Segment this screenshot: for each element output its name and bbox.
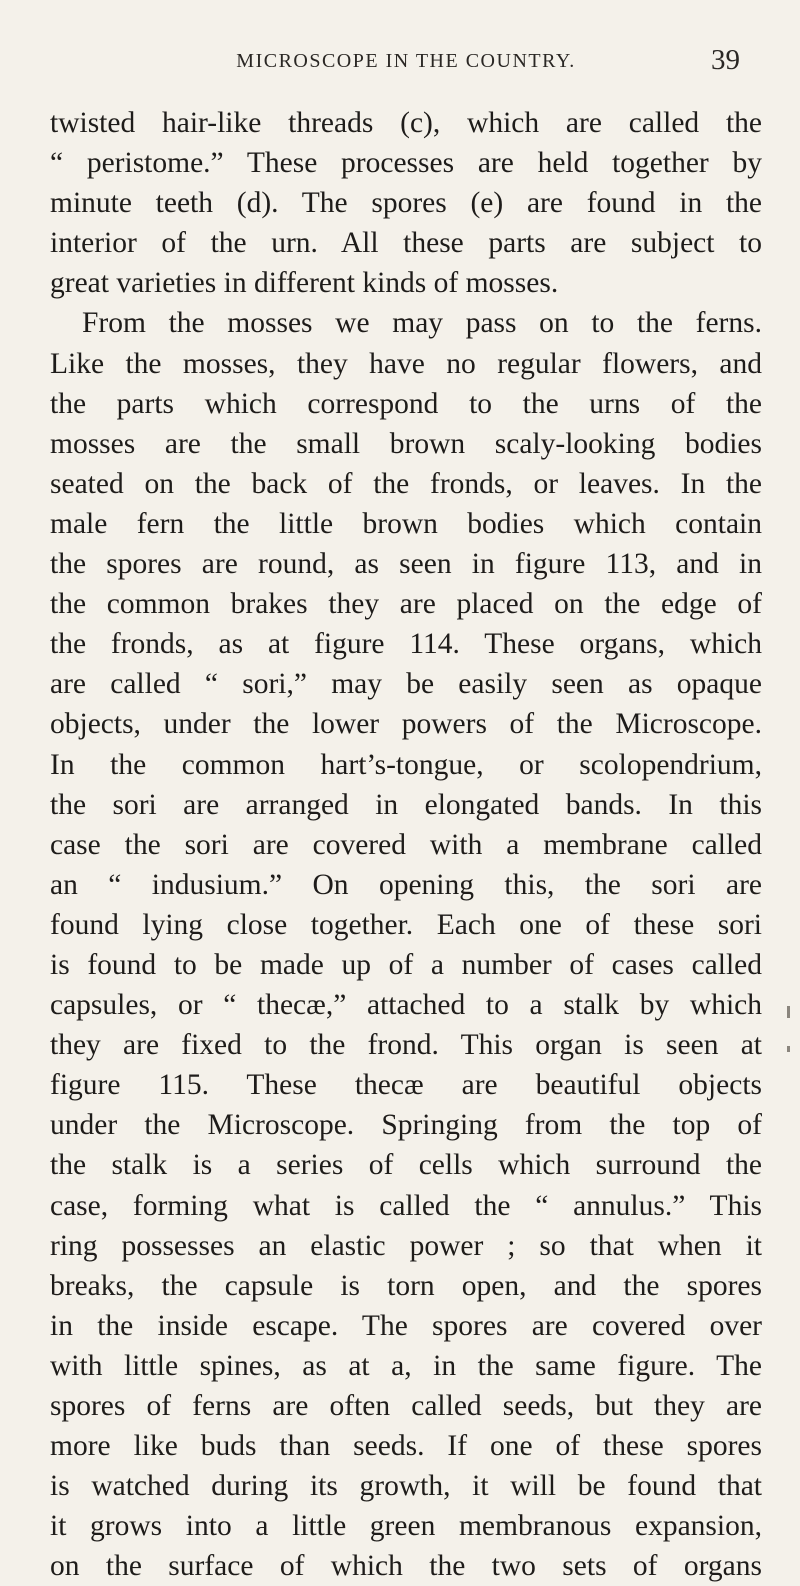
text-line: ring possesses an elastic power ; so that when it — [50, 1229, 762, 1262]
text-line: interior of the urn. All these parts are subject to — [50, 227, 762, 260]
text-line: twisted hair-like threads (c), which are called the — [50, 107, 762, 139]
text-line: From the mosses we may pass on to the ferns. — [82, 307, 762, 340]
text-line: spores of ferns are often called seeds, but they are — [50, 1390, 762, 1422]
text-line: under the Microscope. Springing from the top of — [50, 1109, 762, 1142]
text-line: the common brakes they are placed on the edge of — [50, 588, 762, 621]
text-line: found lying close together. Each one of these sori — [50, 908, 762, 941]
text-line: Like the mosses, they have no regular flowers, and — [50, 347, 762, 380]
text-line: great varieties in different kinds of mosses. — [50, 267, 559, 300]
running-title: MICROSCOPE IN THE COUNTRY. — [236, 50, 576, 72]
text-line: the sori are arranged in elongated bands. In this — [50, 788, 762, 821]
text-line: is found to be made up of a number of cases called — [50, 948, 762, 981]
text-line: the fronds, as at figure 114. These organs, which — [50, 628, 762, 661]
text-line: it grows into a little green membranous expansion, — [50, 1510, 762, 1543]
text-line: the parts which correspond to the urns of the — [50, 387, 762, 420]
text-line: mosses are the small brown scaly-looking bodies — [50, 427, 762, 460]
text-line: with little spines, as at a, in the same figure. The — [50, 1349, 762, 1382]
text-line: figure 115. These thecæ are beautiful objects — [50, 1069, 762, 1102]
text-line: are called “ sori,” may be easily seen as opaque — [50, 668, 762, 701]
text-line: is watched during its growth, it will be found that — [50, 1470, 762, 1503]
text-line: an “ indusium.” On opening this, the sori are — [50, 868, 762, 901]
text-line: capsules, or “ thecæ,” attached to a stalk by which — [50, 989, 762, 1022]
text-line: In the common hart’s-tongue, or scolopendrium, — [50, 748, 762, 781]
text-line: objects, under the lower powers of the Microscope. — [50, 708, 762, 741]
margin-mark — [787, 1046, 790, 1052]
text-line: they are fixed to the frond. This organ is seen at — [50, 1029, 762, 1062]
margin-mark — [787, 1006, 790, 1018]
text-line: more like buds than seeds. If one of these spores — [50, 1430, 762, 1463]
page-number: 39 — [711, 44, 740, 76]
text-line: breaks, the capsule is torn open, and the spores — [50, 1269, 762, 1302]
text-line: minute teeth (d). The spores (e) are found in the — [50, 187, 762, 220]
text-line: the stalk is a series of cells which surround the — [50, 1149, 762, 1182]
text-line: seated on the back of the fronds, or leaves. In the — [50, 467, 762, 500]
text-line: the spores are round, as seen in figure 113, and in — [50, 548, 762, 581]
text-line: in the inside escape. The spores are covered over — [50, 1309, 762, 1342]
text-line: case the sori are covered with a membrane called — [50, 828, 762, 861]
text-line: case, forming what is called the “ annulus.” This — [50, 1189, 762, 1222]
text-line: male fern the little brown bodies which contain — [50, 507, 762, 540]
text-line: on the surface of which the two sets of organs — [50, 1550, 762, 1583]
text-line: “ peristome.” These processes are held together by — [50, 147, 762, 180]
